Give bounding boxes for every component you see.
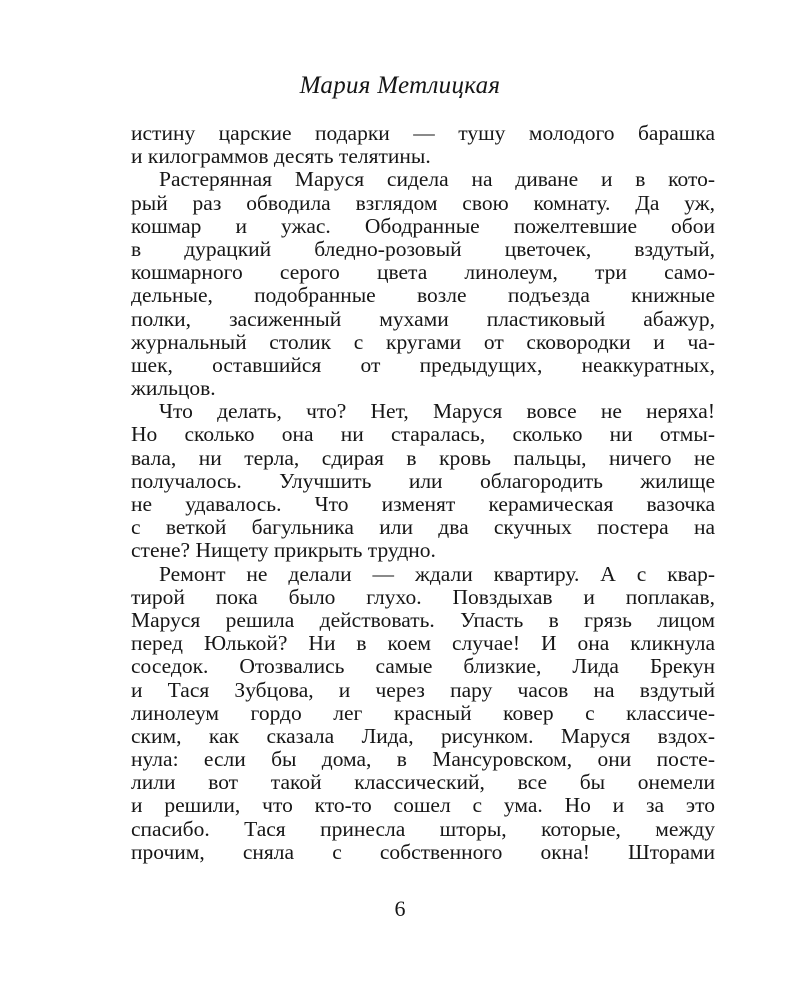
running-head-author: Мария Метлицкая — [299, 72, 501, 99]
body-text — [131, 122, 715, 864]
text-line: в дурацкий бледно-розовый цветочек, вздутый, — [131, 236, 715, 261]
text-line: истину царские подарки — тушу молодого барашка — [131, 121, 715, 145]
text-line: жильцов. — [131, 376, 216, 401]
text-line: и Тася Зубцова, и через пару часов на вздутый — [131, 677, 715, 702]
text-line: журнальный столик с кругами от сковородки и ча- — [131, 329, 715, 354]
text-line: линолеум гордо лег красный ковер с классиче- — [131, 700, 715, 725]
text-line: кошмар и ужас. Ободранные пожелтевшие обои — [131, 213, 715, 238]
text-line: соседок. Отозвались самые близкие, Лида Брекун — [131, 654, 715, 679]
text-line: Растерянная Маруся сидела на диване и в кото- — [159, 167, 715, 192]
text-line: рый раз обводила взглядом свою комнату. Да уж, — [131, 190, 715, 215]
text-line: Но сколько она ни старалась, сколько ни отмы- — [131, 422, 715, 447]
text-line: спасибо. Тася принесла шторы, которые, между — [131, 816, 715, 841]
text-line: не удавалось. Что изменят керамическая вазочка — [131, 492, 715, 516]
text-line: и решили, что кто-то сошел с ума. Но и за это — [131, 793, 715, 818]
text-line: лили вот такой классический, все бы онемели — [131, 770, 715, 795]
text-line: ским, как сказала Лида, рисунком. Маруся вздох- — [131, 723, 715, 748]
text-line: Что делать, что? Нет, Маруся вовсе не неряха! — [159, 399, 715, 424]
text-line: прочим, сняла с собственного окна! Шторами — [131, 839, 715, 864]
text-line: полки, засиженный мухами пластиковый абажур, — [131, 306, 715, 331]
text-line: шек, оставшийся от предыдущих, неаккуратных, — [131, 352, 715, 377]
text-line: и килограммов десять телятины. — [131, 144, 431, 169]
text-line: вала, ни терла, сдирая в кровь пальцы, ничего не — [131, 445, 715, 470]
text-line: перед Юлькой? Ни в коем случае! И она кликнула — [131, 631, 715, 656]
text-line: Маруся решила действовать. Упасть в грязь лицом — [131, 607, 715, 632]
text-line: тирой пока было глухо. Повздыхав и поплакав, — [131, 584, 715, 609]
page-number: 6 — [394, 896, 406, 921]
text-line: с веткой багульника или два скучных постера на — [131, 515, 715, 540]
text-line: кошмарного серого цвета линолеум, три само- — [131, 260, 715, 285]
text-line: стене? Нищету прикрыть трудно. — [131, 538, 436, 563]
text-line: нула: если бы дома, в Мансуровском, они посте- — [131, 747, 715, 772]
text-line: получалось. Улучшить или облагородить жилище — [131, 468, 715, 493]
text-line: дельные, подобранные возле подъезда книжные — [131, 283, 715, 308]
text-line: Ремонт не делали — ждали квартиру. А с квар- — [159, 561, 715, 586]
